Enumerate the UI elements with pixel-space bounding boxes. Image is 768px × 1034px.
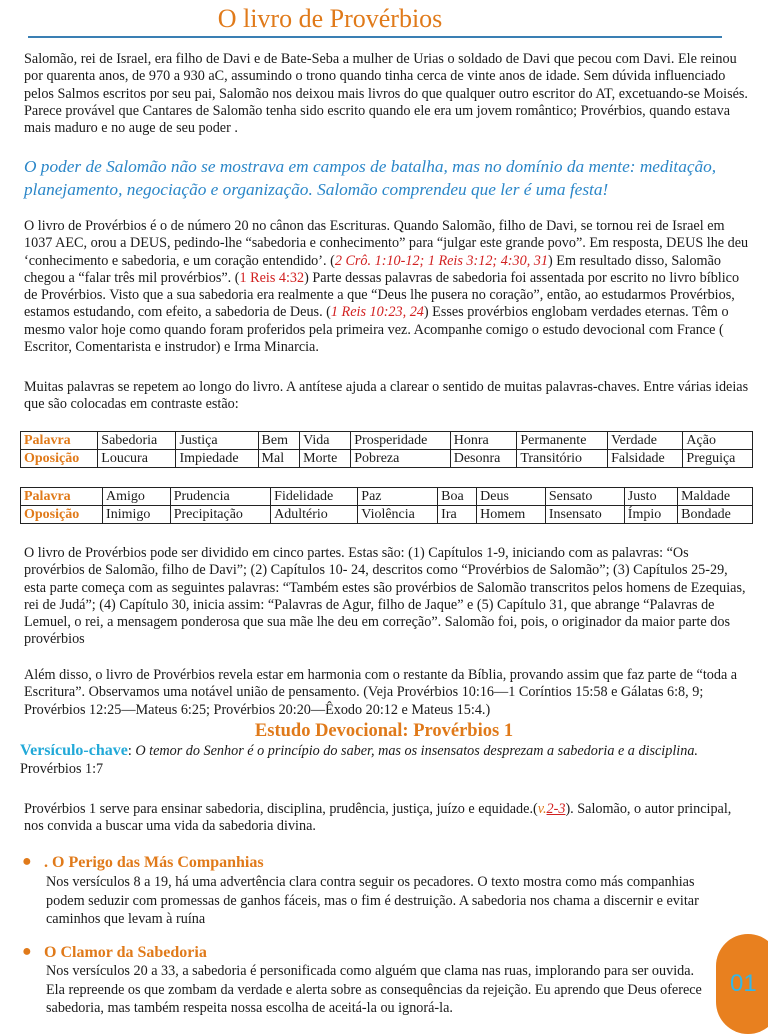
key-verse-colon: : [127, 743, 132, 759]
history-text-2: ) Em resultado disso, Salomão chegou a “falar três mil provérbios”. ( [24, 252, 721, 286]
table-cell: Falsidade [608, 450, 683, 468]
table-cell: Inimigo [103, 506, 171, 524]
key-verse-reference: Provérbios 1:7 [20, 761, 104, 777]
verse-ref-link[interactable]: 2-3 [546, 801, 566, 817]
scripture-ref-link[interactable]: 2 Crô. 1:10-12; 1 Reis 3:12; 4:30, 31 [334, 252, 548, 269]
table-cell: Prosperidade [351, 432, 450, 450]
history-paragraph [24, 218, 752, 356]
table-cell: Vida [300, 432, 351, 450]
history-text-1: O livro de Provérbios é o de número 20 no cânon das Escrituras. Quando Salomão, filho de Davi, se tornou rei de Israel em 1037 AEC, orou a DEUS, pedindo-lhe “sabedoria e conhecimento” para “julgar este grande povo”. Em resposta, DEUS lhe deu ‘conhecimento e sabedoria, e um coração entendido’. ( [24, 218, 749, 269]
table-cell: Permanente [517, 432, 608, 450]
table-cell: Sabedoria [98, 432, 176, 450]
table-cell: Pobreza [351, 450, 450, 468]
table-cell: Amigo [103, 488, 171, 506]
key-verse [20, 742, 750, 778]
title-divider [28, 36, 722, 38]
antithesis-table-1 [20, 431, 753, 468]
summary-text-1: Provérbios 1 serve para ensinar sabedoria, disciplina, prudência, justiça, juízo e equidade.( [24, 801, 538, 817]
section-body-bad-company: Nos versículos 8 a 19, há uma advertência clara contra seguir os pecadores. O texto mostra como más companhias podem seduzir com promessas de ganhos fáceis, mas o fim é destruição. A sabedoria nos chama a discernir e evitar caminhos que levam à ruína [46, 874, 699, 928]
table-cell: Mal [258, 450, 300, 468]
row-label-word: Palavra [21, 432, 98, 450]
table-row-opposites [21, 450, 753, 468]
table-cell: Bem [258, 432, 300, 450]
key-verse-text: O temor do Senhor é o princípio do saber, mas os insensatos desprezam a sabedoria e a disciplina. [131, 743, 698, 759]
table-cell: Preguiça [683, 450, 753, 468]
page-number-badge: 01 [716, 934, 768, 1034]
row-label-opposite: Oposição [21, 506, 103, 524]
table-cell: Morte [300, 450, 351, 468]
table-row-words [21, 488, 753, 506]
table-cell: Transitório [517, 450, 608, 468]
intro-paragraph: Salomão, rei de Israel, era filho de Davi e de Bate-Seba a mulher de Urias o soldado de Davi que pecou com Davi. Ele reinou por quarenta anos, de 970 a 930 aC, assumindo o trono quando tinha cerca de vinte anos de idade. Sem dúvida influenciado pelos Salmos escritos por seu pai, Salomão nos deixou mais livros do que qualquer outro escritor do AT, excetuando-se Moisés. Parece provável que Cantares de Salomão tenha sido escrito quando ele era um jovem romântico; Provérbios, quando estava mais maduro e no auge de seu poder . [24, 51, 748, 137]
table-cell: Desonra [450, 450, 517, 468]
bullet-icon: ● [22, 853, 32, 870]
table-cell: Homem [477, 506, 546, 524]
scripture-ref-link[interactable]: 1 Reis 4:32 [239, 269, 305, 286]
harmony-paragraph: Além disso, o livro de Provérbios revela estar em harmonia com o restante da Bíblia, provando assim que faz parte de “toda a Escritura”. Observamos uma notável união de pensamento. (Veja Provérbios 10:16—1 Coríntios 15:58 e Gálatas 6:8, 9; Provérbios 12:25—Mateus 6:25; Provérbios 20:20—Êxodo 20:12 e Mateus 15:4.) [24, 667, 738, 718]
chapter-summary-paragraph [24, 801, 752, 836]
table-cell: Ímpio [624, 506, 677, 524]
table-cell: Fidelidade [271, 488, 358, 506]
divisions-paragraph: O livro de Provérbios pode ser dividido em cinco partes. Estas são: (1) Capítulos 1-9, iniciando com as palavras: “Os provérbios de Salomão, filho de Davi”; (2) Capítulos 10- 24, descritos como “Provérbios de Salomão”; (3) Capítulos 25-29, esta parte começa com as seguintes palavras: “Também estes são provérbios de Salomão transcritos pelos homens de Ezequias, rei de Judá”; (4) Capítulo 30, inicia assim: “Palavras de Agur, filho de Jaque” e (5) Capítulo 31, que abrange “Palavras de Lemuel, o rei, a mensagem ponderosa que sua mãe lhe deu em correção”. Salomão foi, pois, o originador da maior parte dos provérbios [24, 545, 746, 648]
key-verse-label: Versículo-chave [20, 742, 128, 759]
table-cell: Maldade [678, 488, 753, 506]
antithesis-table-2 [20, 487, 753, 524]
verse-prefix: v. [537, 801, 547, 817]
history-text-3: ) Parte dessas palavras de sabedoria foi assentada por escrito no livro bíblico de Provérbios. Visto que a sua sabedoria era realmente a que “Deus lhe pusera no coração”, então, ao estudarmos Provérbios, estamos estudando, com efeito, a sabedoria de Deus. ( [24, 269, 740, 321]
table-cell: Paz [358, 488, 438, 506]
table-cell: Ira [438, 506, 477, 524]
table-cell: Deus [477, 488, 546, 506]
section-title-bad-company: . O Perigo das Más Companhias [44, 854, 264, 871]
page-title: O livro de Provérbios [217, 4, 443, 33]
page-header [0, 0, 768, 40]
row-label-opposite: Oposição [21, 450, 98, 468]
table-cell: Impiedade [176, 450, 258, 468]
section-body-wisdom-cry: Nos versículos 20 a 33, a sabedoria é personificada como alguém que clama nas ruas, implorando para ser ouvida. Ela repreende os que zombam da verdade e alerta sobre as consequências da rejeição. Eu aprendo que Deus oferece sabedoria, mas também respeita nossa escolha de aceitá-la ou ignorá-la. [46, 963, 702, 1017]
scripture-ref-link[interactable]: 1 Reis 10:23, 24 [330, 304, 424, 321]
table-cell: Justiça [176, 432, 258, 450]
table-cell: Justo [624, 488, 677, 506]
row-label-word: Palavra [21, 488, 103, 506]
highlight-quote: O poder de Salomão não se mostrava em campos de batalha, mas no domínio da mente: meditação, planejamento, negociação e organização. Salomão comprendeu que ler é uma festa! [24, 157, 717, 199]
table-row-opposites [21, 506, 753, 524]
study-heading: Estudo Devocional: Provérbios 1 [254, 721, 514, 741]
table-row-words [21, 432, 753, 450]
table-cell: Honra [450, 432, 517, 450]
table-cell: Verdade [608, 432, 683, 450]
history-text-4: ) Esses provérbios englobam verdades eternas. Têm o mesmo valor hoje como quando foram proferidos pela primeira vez. Acompanhe comigo o estudo devocional com France ( Escritor, Comentarista e instrudor) e Irma Minarcia. [24, 304, 729, 356]
section-title-wisdom-cry: O Clamor da Sabedoria [44, 944, 207, 961]
table-cell: Adultério [271, 506, 358, 524]
table-cell: Precipitação [170, 506, 270, 524]
table-cell: Prudencia [170, 488, 270, 506]
table-cell: Insensato [545, 506, 624, 524]
summary-text-2: ). Salomão, o autor principal, nos convida a buscar uma vida da sabedoria divina. [24, 801, 732, 835]
table-cell: Boa [438, 488, 477, 506]
table-cell: Bondade [678, 506, 753, 524]
antithesis-paragraph: Muitas palavras se repetem ao longo do livro. A antítese ajuda a clarear o sentido de muitas palavras-chaves. Entre várias ideias que são colocadas em contraste estão: [24, 379, 749, 413]
table-cell: Sensato [545, 488, 624, 506]
bullet-icon: ● [22, 943, 32, 960]
table-cell: Loucura [98, 450, 176, 468]
table-cell: Ação [683, 432, 753, 450]
table-cell: Violência [358, 506, 438, 524]
